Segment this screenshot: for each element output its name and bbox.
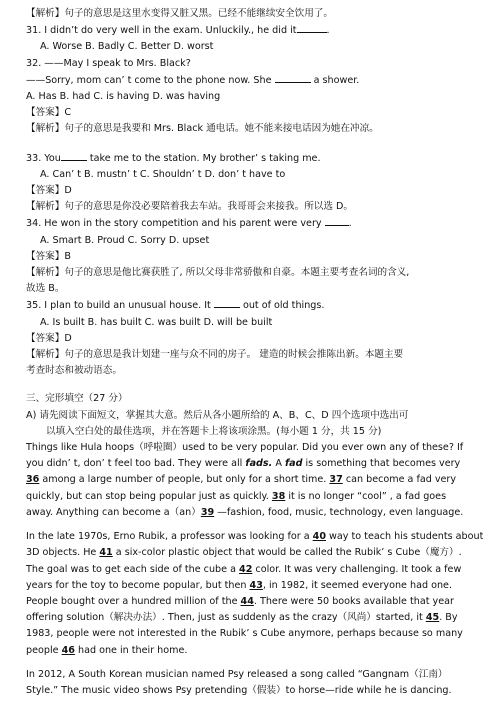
- q34-answer: 【答案】B: [26, 250, 71, 262]
- blank-number: 43: [249, 579, 263, 591]
- q32-answer: 【答案】C: [26, 107, 72, 119]
- q31-options: A. Worse B. Badly C. Better D. worst: [40, 41, 214, 53]
- q33-stem: 33. You take me to the station. My brother’ s taking me.: [26, 150, 455, 167]
- blank-number: 46: [61, 644, 75, 656]
- q32-options: A. Has B. had C. is having D. was having: [26, 91, 221, 103]
- q35-stem: 35. I plan to build an unusual house. It out of old things.: [26, 297, 455, 314]
- answer-blank: [325, 215, 349, 226]
- blank-number: 44: [240, 595, 254, 607]
- passage-p2-line3: The goal was to get each side of the cube a 42 color. It was very challenging. It took a few: [26, 563, 462, 575]
- passage-p3-line1: In 2012, A South Korean musician named Psy released a song called “Gangnam（江南）: [26, 668, 448, 680]
- q32-stem2: ——Sorry, mom can’ t come to the phone now. She a shower.: [26, 72, 455, 89]
- q34-stem: 34. He won in the story competition and his parent were very .: [26, 215, 455, 232]
- passage-p1-line2: you didn’ t, don’ t feel too bad. They were all fads. A fad is something that becomes very: [26, 458, 461, 470]
- passage-p1-line1: Things like Hula hoops（呼啦圈）used to be very popular. Did you ever own any of these? If: [26, 442, 464, 454]
- blank-number: 40: [312, 531, 326, 543]
- passage-p2-line5: People bought over a hundred million of the 44. There were 50 books available that year: [26, 595, 454, 607]
- passage-p1-line3: 36 among a large number of people, but only for a short time. 37 can become a fad very: [26, 474, 457, 486]
- blank-number: 39: [200, 506, 215, 518]
- answer-blank: [214, 297, 240, 308]
- q34-analysis-1: 【解析】句子的意思是他比赛获胜了, 所以父母非常骄傲和自豪。本题主要考查名词的含义,: [26, 267, 410, 279]
- passage-p2-line4: years for the toy to become popular, but then 43, in 1982, it seemed everyone had one.: [26, 579, 452, 591]
- blank-number: 42: [239, 563, 253, 575]
- passage-p2-line8: people 46 had one in their home.: [26, 644, 188, 656]
- answer-blank: [61, 150, 87, 161]
- passage-p2-line7: 1983, people were not interested in the Rubik’ s Cube anymore, perhaps because so many: [26, 628, 463, 640]
- section-instructions-1: A) 请先阅读下面短文，掌握其大意。然后从各小题所给的 A、B、C、D 四个选项中选出可: [26, 409, 409, 421]
- blank-number: 38: [271, 490, 286, 502]
- passage-p2-line2: 3D objects. He 41 a six-color plastic object that would be called the Rubik’ s Cube（魔方）.: [26, 547, 462, 559]
- q35-analysis-1: 【解析】句子的意思是我计划建一座与众不同的房子。 建造的时候会推陈出新。本题主要: [26, 349, 404, 361]
- q35-analysis-2: 考查时态和被动语态。: [26, 365, 122, 377]
- q33-options: A. Can’ t B. mustn’ t C. Shouldn’ t D. don’ t have to: [40, 168, 286, 180]
- q35-answer: 【答案】D: [26, 332, 72, 344]
- blank-number: 41: [99, 547, 113, 559]
- q31-stem: 31. I didn’t do very well in the exam. Unluckily., he did it .: [26, 22, 455, 39]
- q33-analysis: 【解析】句子的意思是你没必要陪着我去车站。我哥哥会来接我。所以选 D。: [26, 201, 354, 213]
- q32-analysis: 【解析】句子的意思是我要和 Mrs. Black 通电话。她不能来接电话因为她在冲凉。: [26, 123, 379, 135]
- q34-options: A. Smart B. Proud C. Sorry D. upset: [40, 234, 210, 246]
- q30-analysis: 【解析】句子的意思是这里水变得又脏又黑。已经不能继续安全饮用了。: [26, 8, 333, 19]
- passage-p1-line4: quickly, but can stop being popular just as quickly. 38 it is no longer “cool” , a fad goes: [26, 490, 447, 502]
- answer-blank: [297, 22, 327, 33]
- q34-analysis-2: 故选 B。: [26, 283, 65, 295]
- section-instructions-2: 以填入空白处的最佳选项，并在答题卡上将该项涂黑。(每小题 1 分，共 15 分): [46, 425, 382, 437]
- passage-p1-line5: away. Anything can become a（an）39 —fashion, food, music, technology, even language.: [26, 506, 464, 518]
- passage-p3-line2: Style.” The music video shows Psy pretending（假装）to horse—ride while he is dancing.: [26, 684, 452, 696]
- passage-p2-line1: In the late 1970s, Erno Rubik, a professor was looking for a 40 way to teach his students about: [26, 531, 483, 543]
- blank-number: 36: [26, 474, 40, 486]
- q33-answer: 【答案】D: [26, 185, 72, 197]
- blank-number: 45: [425, 612, 440, 624]
- q32-stem: 32. ——May I speak to Mrs. Black?: [26, 57, 191, 69]
- section-title: 三、完形填空（27 分）: [26, 393, 128, 405]
- q35-options: A. Is built B. has built C. was built D. will be built: [40, 316, 273, 328]
- answer-blank: [275, 72, 311, 83]
- blank-number: 37: [329, 474, 343, 486]
- passage-p2-line6: offering solution（解决办法）. Then, just as suddenly as the crazy（风尚）started, it 45. By: [26, 612, 458, 624]
